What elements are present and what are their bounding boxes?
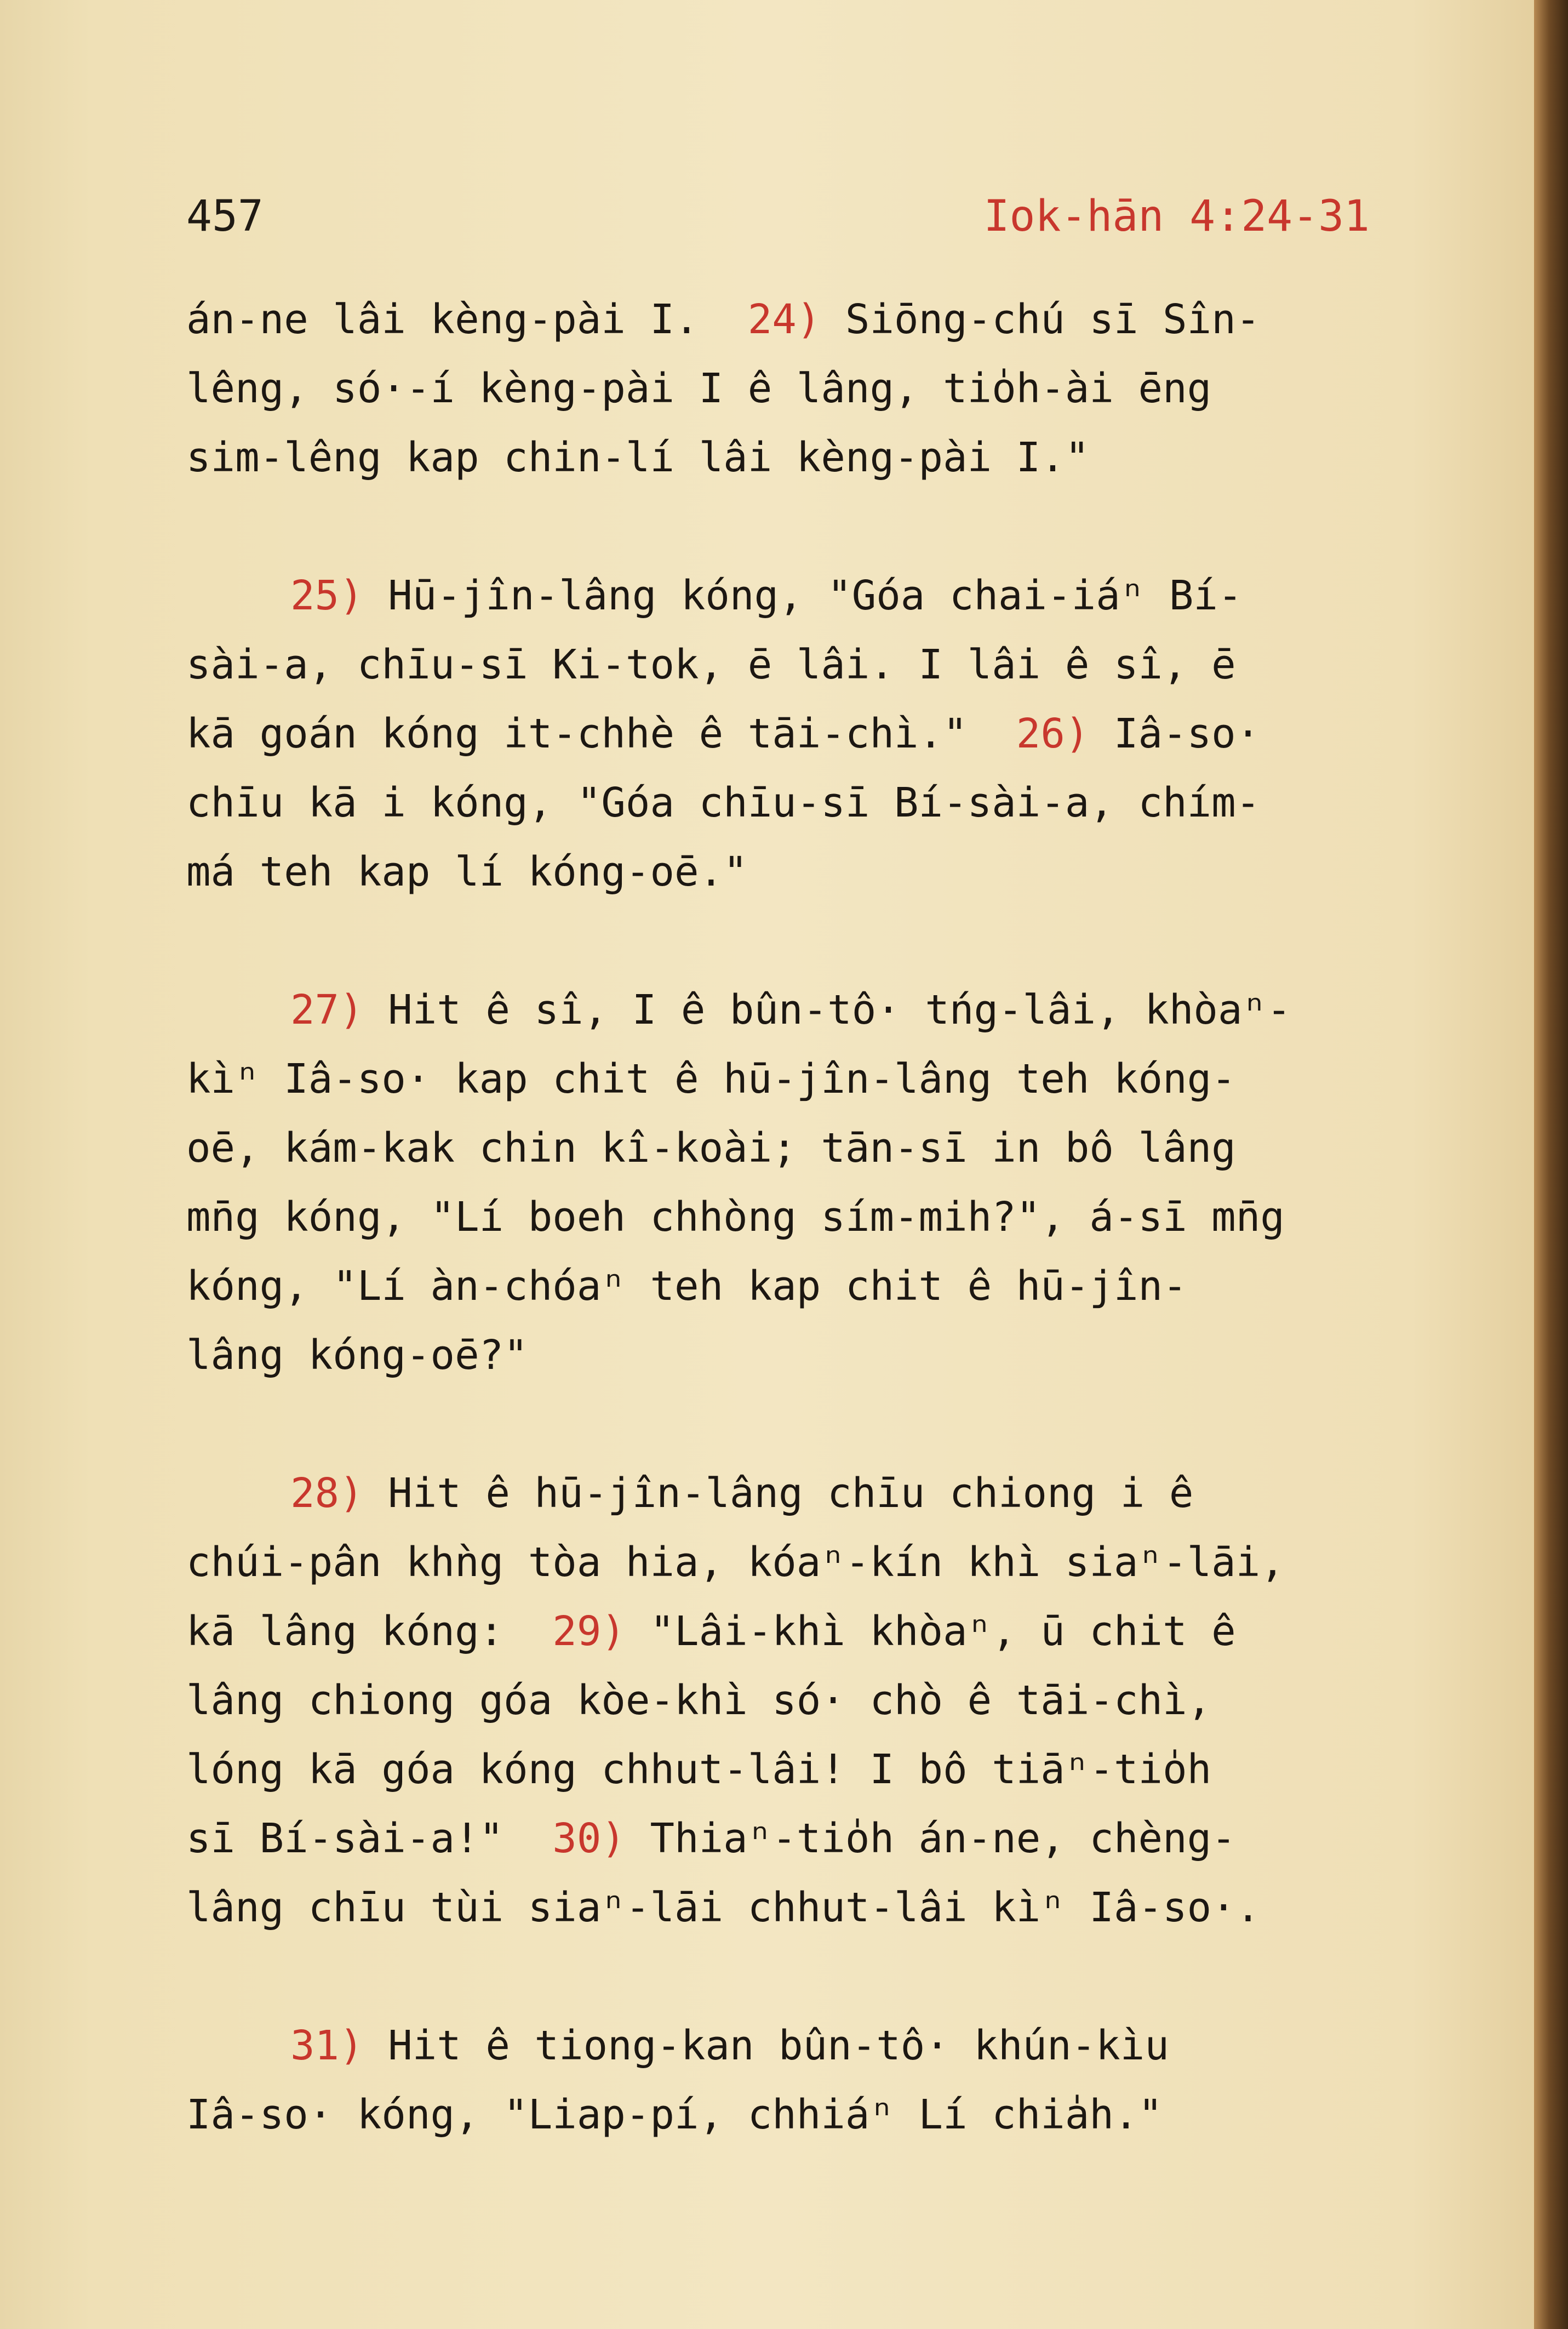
text-span: Hit ê sî, I ê bûn-tô· tńg-lâi, khòaⁿ- bbox=[363, 986, 1291, 1034]
running-head: Iok-hān 4:24-31 bbox=[983, 192, 1370, 241]
text-line: lêng, só·-í kèng-pài I ê lâng, tio̍h-ài ēng bbox=[186, 365, 1212, 412]
paragraph bbox=[186, 1459, 1446, 1942]
text-line bbox=[186, 699, 1446, 768]
text-line: lâng kóng-oē?" bbox=[186, 1332, 528, 1379]
text-line: lâng chiong góa kòe-khì só· chò ê tāi-chì, bbox=[186, 1677, 1212, 1724]
paragraph bbox=[186, 561, 1446, 906]
text-span: Thiaⁿ-tio̍h án-ne, chèng- bbox=[625, 1815, 1236, 1862]
text-span: Hit ê tiong-kan bûn-tô· khún-kìu bbox=[363, 2022, 1169, 2069]
paragraph bbox=[186, 285, 1446, 492]
scripture-text bbox=[186, 285, 1446, 2218]
text-line: chúi-pân khǹg tòa hia, kóaⁿ-kín khì siaⁿ-lāi, bbox=[186, 1539, 1285, 1586]
text-line: lóng kā góa kóng chhut-lâi! I bô tiāⁿ-tio̍h bbox=[186, 1746, 1212, 1793]
text-line bbox=[186, 1597, 1446, 1666]
verse-number: 27) bbox=[290, 986, 364, 1034]
page-number: 457 bbox=[186, 192, 264, 241]
text-line: má teh kap lí kóng-oē." bbox=[186, 848, 748, 895]
verse-number: 26) bbox=[1016, 710, 1090, 757]
text-line: Iâ-so· kóng, "Liap-pí, chhiáⁿ Lí chia̍h." bbox=[186, 2091, 1163, 2138]
text-span: Iâ-so· bbox=[1089, 710, 1261, 757]
text-span: Hū-jîn-lâng kóng, "Góa chai-iáⁿ Bí- bbox=[363, 572, 1243, 619]
text-span: Siōng-chú sī Sîn- bbox=[821, 296, 1261, 343]
verse-number: 28) bbox=[290, 1470, 364, 1517]
verse-number: 31) bbox=[290, 2022, 364, 2069]
verse-number: 25) bbox=[290, 572, 364, 619]
text-span: kā goán kóng it-chhè ê tāi-chì." bbox=[186, 710, 1016, 757]
text-line: kìⁿ Iâ-so· kap chit ê hū-jîn-lâng teh kóng- bbox=[186, 1055, 1236, 1103]
text-line: sài-a, chīu-sī Ki-tok, ē lâi. I lâi ê sî, ē bbox=[186, 641, 1236, 688]
paragraph bbox=[186, 2011, 1446, 2149]
verse-number: 30) bbox=[552, 1815, 626, 1862]
text-line bbox=[186, 561, 1446, 630]
text-line: mn̄g kóng, "Lí boeh chhòng sím-mih?", á-sī mn̄g bbox=[186, 1194, 1285, 1241]
text-line: chīu kā i kóng, "Góa chīu-sī Bí-sài-a, chím- bbox=[186, 779, 1261, 826]
text-line bbox=[186, 2011, 1446, 2080]
text-span: sī Bí-sài-a!" bbox=[186, 1815, 553, 1862]
text-span: án-ne lâi kèng-pài I. bbox=[186, 296, 748, 343]
text-line: oē, kám-kak chin kî-koài; tān-sī in bô lâng bbox=[186, 1124, 1236, 1172]
text-span: kā lâng kóng: bbox=[186, 1608, 553, 1655]
verse-number: 29) bbox=[552, 1608, 626, 1655]
text-span: Hit ê hū-jîn-lâng chīu chiong i ê bbox=[363, 1470, 1194, 1517]
paragraph bbox=[186, 975, 1446, 1390]
text-line bbox=[186, 285, 1446, 354]
page-header bbox=[186, 192, 1370, 252]
text-line: kóng, "Lí àn-chóaⁿ teh kap chit ê hū-jîn- bbox=[186, 1263, 1187, 1310]
text-line: lâng chīu tùi siaⁿ-lāi chhut-lâi kìⁿ Iâ-so·. bbox=[186, 1884, 1261, 1931]
text-line bbox=[186, 1804, 1446, 1873]
text-line bbox=[186, 975, 1446, 1044]
verse-number: 24) bbox=[747, 296, 821, 343]
page-edge bbox=[1534, 0, 1568, 2329]
text-line bbox=[186, 1459, 1446, 1528]
text-line: sim-lêng kap chin-lí lâi kèng-pài I." bbox=[186, 434, 1090, 481]
text-span: "Lâi-khì khòaⁿ, ū chit ê bbox=[625, 1608, 1236, 1655]
